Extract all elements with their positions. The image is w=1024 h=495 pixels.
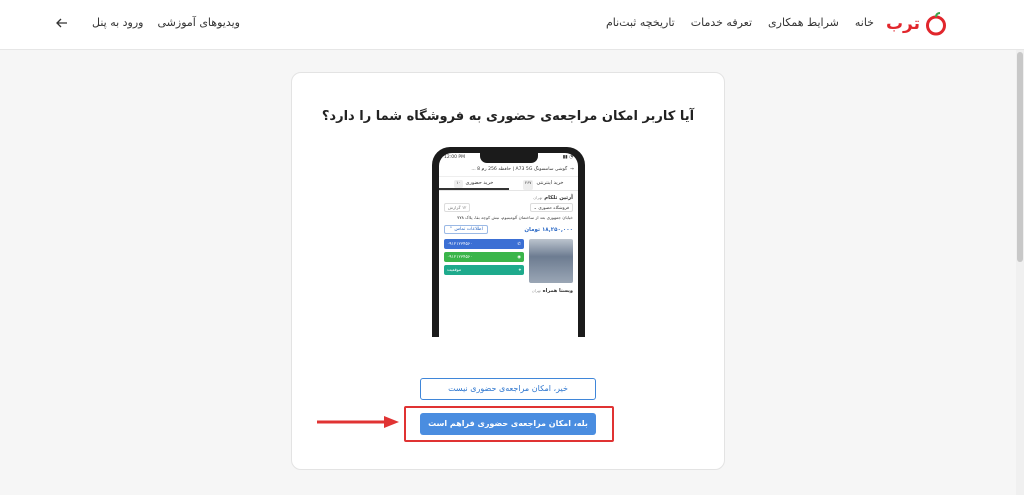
phone-next-store [439,286,578,296]
phone-tab-online [509,177,579,190]
phone-tab-inperson [439,177,509,190]
phone-price: ۱۸,۲۵۰,۰۰۰ تومان [524,226,573,233]
nav-home[interactable]: خانه [854,16,874,29]
phone-location-label: موقعیت [447,267,462,273]
question-card [291,72,725,470]
left-nav [56,16,240,29]
phone-contact-toggle: اطلاعات تماس ⌃ [444,225,488,234]
phone-store-image [529,239,573,283]
login-link[interactable]: ورود به پنل [92,16,144,29]
phone-body [439,236,578,286]
red-arrow-icon [316,415,400,429]
phone-location-icon: ⌖ [518,267,521,273]
phone-call-number: ۰۹۱۲۱۲۳۴۵۶۰ [447,241,473,247]
logo[interactable] [886,12,948,36]
phone-screen [439,153,578,337]
phone-time: 12:00 PM [444,155,465,160]
phone-call-button [444,239,524,249]
phone-pricebar [439,223,578,236]
phone-store-meta [439,203,578,212]
phone-tab-inperson-label: خرید حضوری [465,180,494,186]
main-nav [606,16,874,29]
phone-contact-label: اطلاعات تماس [454,227,483,233]
torob-logo-icon [924,12,948,36]
arrow-left-icon[interactable] [56,17,68,29]
phone-whatsapp-button [444,252,524,262]
phone-illustration [432,147,585,337]
phone-tab-online-count: ۲۶۷ [523,180,533,190]
phone-location-button [444,265,524,275]
question-title: آیا کاربر امکان مراجعه‌ی حضوری به فروشگاه شما را دارد؟ [321,109,695,124]
scrollbar-thumb[interactable] [1017,52,1023,262]
phone-store-name-text: آرتین تلکام [544,195,573,201]
phone-store-city: تهران [533,195,543,200]
phone-whatsapp-icon: ◉ [517,254,521,260]
phone-signal-icon: ▮▮ ◔ [562,155,573,160]
phone-address: خیابان جمهوری بعد از ساختمان آلومینیوم، نبش کوچه بقا، پلاک ۷۷۸ [457,215,573,220]
phone-store-name [439,191,578,203]
no-inperson-button[interactable]: خیر، امکان مراجعه‌ی حضوری نیست [420,378,596,400]
yes-inperson-button[interactable]: بله، امکان مراجعه‌ی حضوری فراهم است [420,413,596,435]
phone-product-text: گوشی سامسونگ A73 5G | حافظه 256 رم 8 ... [471,167,568,172]
nav-pricing[interactable]: تعرفه خدمات [690,16,753,29]
phone-product-title [439,163,578,177]
phone-tabs [439,177,578,191]
phone-tab-online-label: خرید اینترنتی [536,180,564,186]
phone-notch [480,153,538,163]
phone-whatsapp-number: ۰۹۱۲۱۲۳۴۵۶۰ [447,254,473,260]
nav-terms[interactable]: شرایط همکاری [768,16,839,29]
videos-link[interactable]: ویدیوهای آموزشی [157,16,240,29]
phone-call-icon: ✆ [517,241,521,247]
phone-tab-inperson-count: ۱۰ [454,180,462,188]
phone-next-store-name: ویستا همراه [542,288,573,295]
phone-next-store-city: تهران [531,288,541,294]
nav-history[interactable]: تاریخچه ثبت‌نام [605,16,675,29]
phone-contact-buttons [444,239,524,283]
phone-store-type-label: فروشگاه حضوری [538,205,569,210]
top-header [0,0,1024,50]
phone-back-icon: → [570,167,574,172]
phone-store-type: فروشگاه حضوری ⌄ [530,203,573,212]
logo-text: ترب [885,14,920,34]
phone-ratings: ۱۲ گزارش [444,203,470,212]
